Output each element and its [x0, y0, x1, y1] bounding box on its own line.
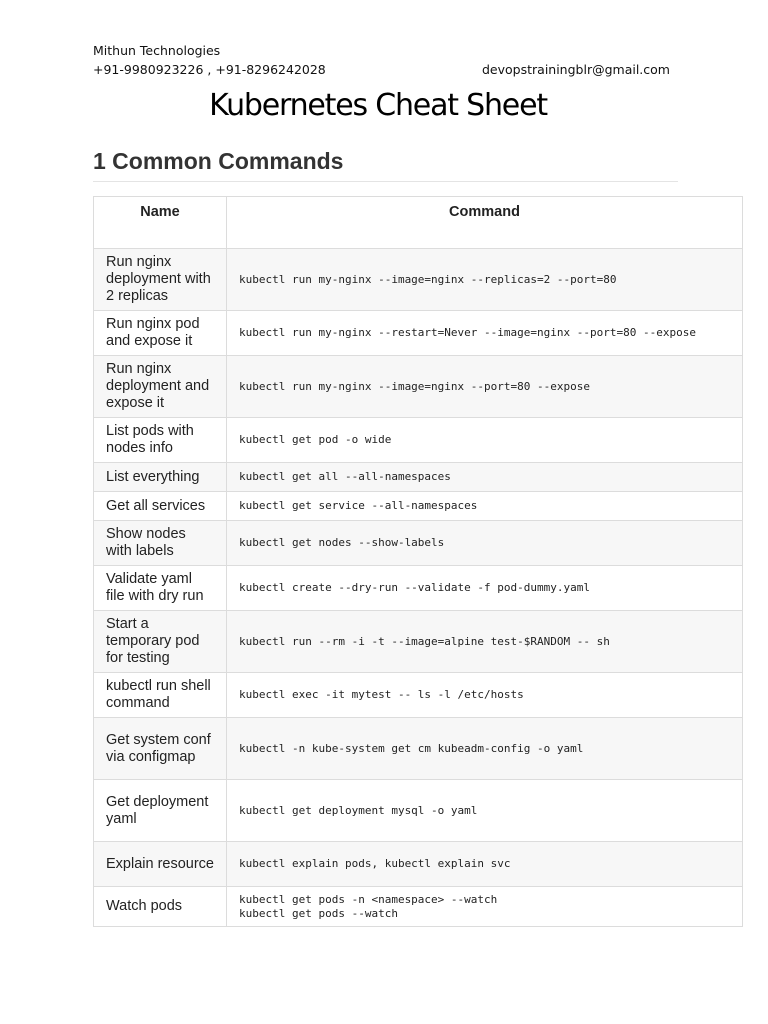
command-cell	[227, 311, 743, 356]
command-cell	[227, 887, 743, 927]
table-row	[94, 566, 743, 611]
company-name: Mithun Technologies	[93, 43, 221, 58]
command-text: kubectl get all --all-namespaces	[239, 470, 451, 483]
section-heading: 1 Common Commands	[93, 148, 344, 174]
column-header-command: Command	[227, 197, 743, 249]
command-cell	[227, 521, 743, 566]
command-name-cell: Validate yaml file with dry run	[94, 566, 227, 611]
command-cell	[227, 418, 743, 463]
command-name-cell: Run nginx deployment and expose it	[94, 356, 227, 418]
command-text: kubectl get pods --watch	[239, 906, 398, 920]
contact-email: devopstrainingblr@gmail.com	[482, 62, 670, 77]
column-header-name: Name	[94, 197, 227, 249]
document-title: Kubernetes Cheat Sheet	[209, 88, 547, 123]
table-row	[94, 463, 743, 492]
command-text: kubectl run my-nginx --image=nginx --port=80 --expose	[239, 379, 590, 393]
command-text: kubectl get deployment mysql -o yaml	[239, 803, 478, 817]
command-name-cell: Get system conf via configmap	[94, 718, 227, 780]
command-name-cell: Run nginx deployment with 2 replicas	[94, 249, 227, 311]
table-row	[94, 842, 743, 887]
command-name-cell: Watch pods	[94, 887, 227, 927]
command-name-cell: Start a temporary pod for testing	[94, 611, 227, 673]
table-row	[94, 780, 743, 842]
command-text: kubectl -n kube-system get cm kubeadm-config -o yaml	[239, 741, 584, 755]
command-cell	[227, 718, 743, 780]
command-name-cell: Run nginx pod and expose it	[94, 311, 227, 356]
table-row	[94, 356, 743, 418]
command-cell	[227, 566, 743, 611]
table-row	[94, 311, 743, 356]
table-row	[94, 887, 743, 927]
command-cell	[227, 492, 743, 521]
command-name-cell: Explain resource	[94, 842, 227, 887]
command-name-cell: kubectl run shell command	[94, 673, 227, 718]
command-text: kubectl get service --all-namespaces	[239, 499, 478, 512]
command-name-cell: Show nodes with labels	[94, 521, 227, 566]
command-text: kubectl get pod -o wide	[239, 433, 392, 446]
table-row	[94, 492, 743, 521]
command-name-cell: List everything	[94, 463, 227, 492]
command-name-cell: List pods with nodes info	[94, 418, 227, 463]
command-cell	[227, 673, 743, 718]
command-text: kubectl run my-nginx --image=nginx --replicas=2 --port=80	[239, 272, 617, 286]
command-name-cell: Get all services	[94, 492, 227, 521]
command-cell	[227, 249, 743, 311]
section-divider	[93, 181, 678, 182]
command-name-cell: Get deployment yaml	[94, 780, 227, 842]
command-text: kubectl get nodes --show-labels	[239, 536, 445, 549]
table-row	[94, 611, 743, 673]
table-row	[94, 249, 743, 311]
table-row	[94, 521, 743, 566]
command-cell	[227, 780, 743, 842]
table-body	[94, 249, 743, 927]
command-text: kubectl get pods -n <namespace> --watch	[239, 892, 498, 906]
command-text: kubectl run --rm -i -t --image=alpine test-$RANDOM -- sh	[239, 634, 610, 648]
table-row	[94, 418, 743, 463]
phone-numbers: +91-9980923226 , +91-8296242028	[93, 62, 326, 77]
table-row	[94, 718, 743, 780]
command-text: kubectl create --dry-run --validate -f pod-dummy.yaml	[239, 581, 590, 594]
table-header-row	[94, 197, 743, 249]
command-cell	[227, 842, 743, 887]
command-text: kubectl exec -it mytest -- ls -l /etc/hosts	[239, 688, 524, 701]
command-cell	[227, 356, 743, 418]
table-row	[94, 673, 743, 718]
commands-table	[93, 196, 743, 927]
command-text: kubectl run my-nginx --restart=Never --image=nginx --port=80 --expose	[239, 326, 696, 339]
command-cell	[227, 463, 743, 492]
command-text: kubectl explain pods, kubectl explain svc	[239, 857, 511, 870]
command-cell	[227, 611, 743, 673]
